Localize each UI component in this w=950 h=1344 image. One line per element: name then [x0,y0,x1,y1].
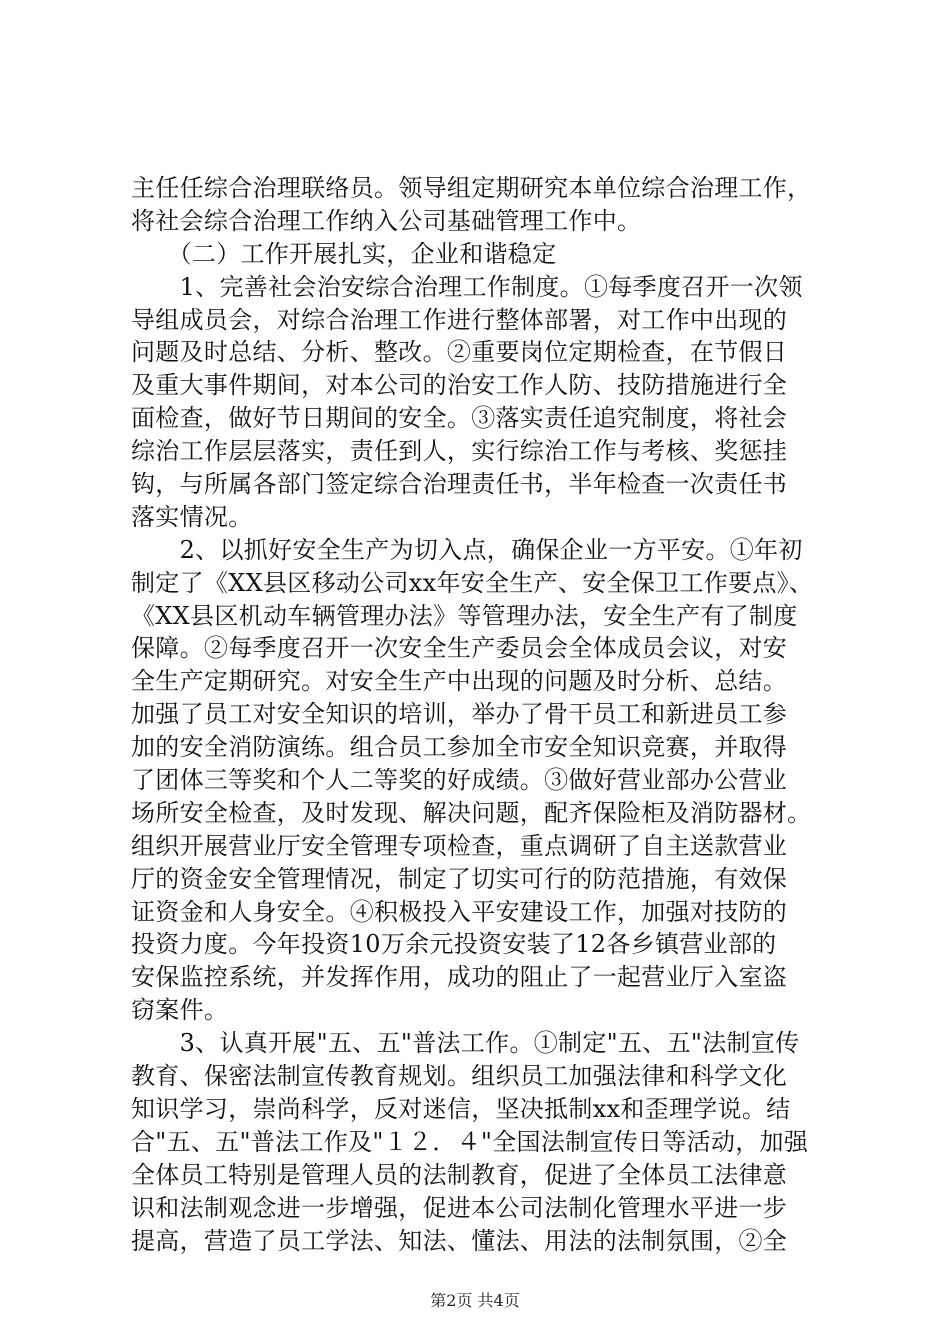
text-line: 证资金和人身安全。④积极投入平安建设工作，加强对技防的 [131,897,788,926]
text-line: 1、完善社会治安综合治理工作制度。①每季度召开一次领 [131,272,803,301]
text-line: （二）工作开展扎实，企业和谐稳定 [131,239,557,268]
text-line: 主任任综合治理联络员。领导组定期研究本单位综合治理工作， [131,174,812,202]
text-line: 教育、保密法制宣传教育规划。组织员工加强法律和科学文化 [131,1062,788,1091]
text-line: 《XX县区机动车辆管理办法》等管理办法，安全生产有了制度 [131,601,798,630]
text-line: 了团体三等奖和个人二等奖的好成绩。③做好营业部办公营业 [131,766,788,795]
text-line: 投资力度。今年投资10万余元投资安装了12各乡镇营业部的 [131,930,777,959]
text-line: 面检查，做好节日期间的安全。③落实责任追究制度，将社会 [131,404,788,433]
text-line: 全体员工特别是管理人员的法制教育，促进了全体员工法律意 [131,1160,788,1189]
text-line: 合"五、五"普法工作及"１２．４"全国法制宣传日等活动，加强 [131,1127,809,1156]
text-line: 加强了员工对安全知识的培训，举办了骨干员工和新进员工参 [131,700,788,729]
text-line: 及重大事件期间，对本公司的治安工作人防、技防措施进行全 [131,371,788,400]
text-line: 钩，与所属各部门签定综合治理责任书，半年检查一次责任书 [131,470,788,499]
text-line: 安保监控系统，并发挥作用，成功的阻止了一起营业厅入室盗 [131,963,788,992]
document-body [131,172,831,1257]
text-line: 厅的资金安全管理情况，制定了切实可行的防范措施，有效保 [131,864,788,893]
text-line: 识和法制观念进一步增强，促进本公司法制化管理水平进一步 [131,1193,788,1222]
text-line: 知识学习，崇尚科学，反对迷信，坚决抵制xx和歪理学说。结 [131,1094,791,1123]
text-line: 场所安全检查，及时发现、解决问题，配齐保险柜及消防器材。 [131,798,812,827]
text-line: 加的安全消防演练。组合员工参加全市安全知识竞赛，并取得 [131,733,788,762]
page-footer [0,1291,950,1311]
text-line: 窃案件。 [131,996,229,1025]
text-line: 导组成员会，对综合治理工作进行整体部署，对工作中出现的 [131,305,788,334]
text-line: 全生产定期研究。对安全生产中出现的问题及时分析、总结。 [131,667,788,696]
text-line: 落实情况。 [131,502,253,531]
text-line: 综治工作层层落实，责任到人，实行综治工作与考核、奖惩挂 [131,437,788,466]
text-line: 保障。②每季度召开一次安全生产委员会全体成员会议，对安 [131,634,788,663]
text-line: 组织开展营业厅安全管理专项检查，重点调研了自主送款营业 [131,831,788,860]
text-line: 将社会综合治理工作纳入公司基础管理工作中。 [131,206,642,235]
text-line: 提高，营造了员工学法、知法、懂法、用法的法制氛围，②全 [131,1226,788,1255]
text-line: 问题及时总结、分析、整改。②重要岗位定期检查，在节假日 [131,338,788,367]
text-line: 3、认真开展"五、五"普法工作。①制定"五、五"法制宣传 [131,1029,800,1058]
text-line: 2、以抓好安全生产为切入点，确保企业一方平安。①年初 [131,535,803,564]
page-number-label: 第2页 共4页 [430,1291,520,1310]
text-line: 制定了《XX县区移动公司xx年安全生产、安全保卫工作要点》、 [131,568,814,597]
